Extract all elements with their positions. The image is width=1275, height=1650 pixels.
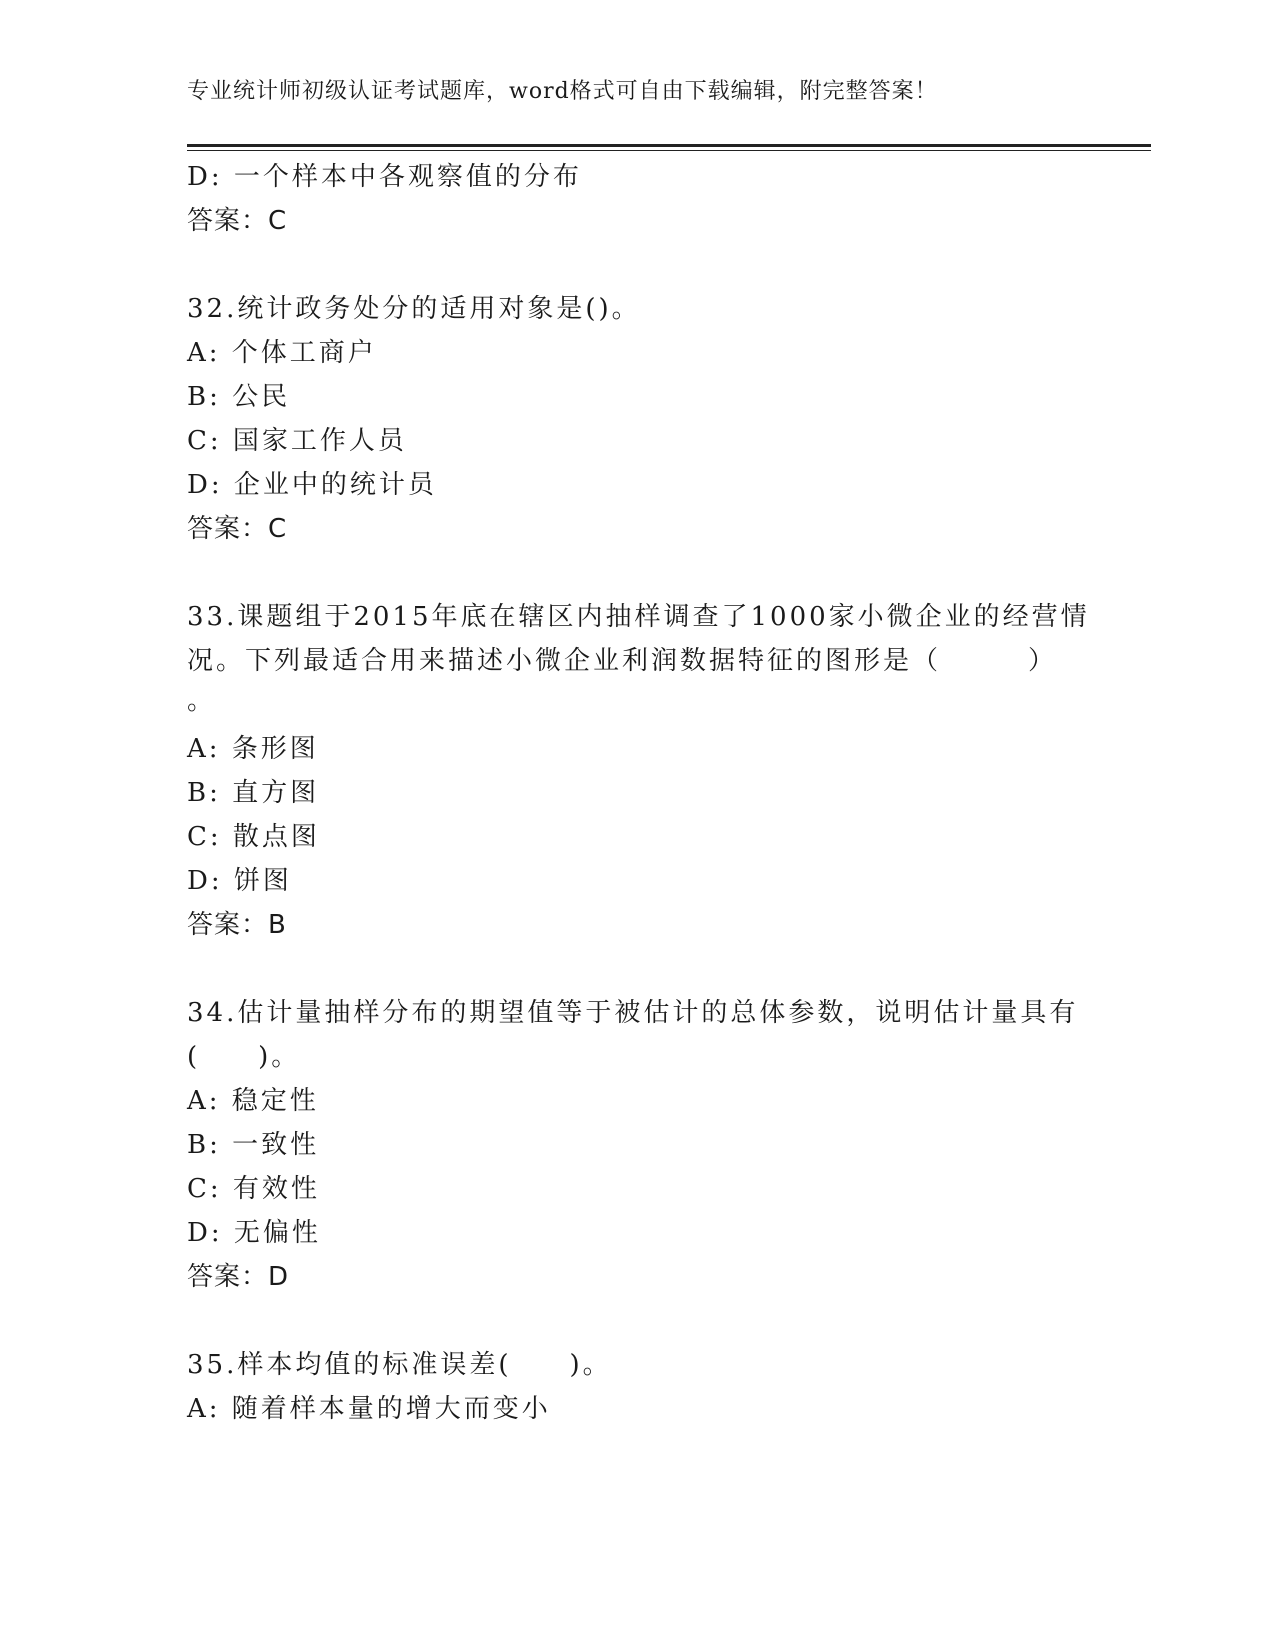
q34-option-a: A: 稳定性 xyxy=(187,1086,319,1116)
q32-option-d: D: 企业中的统计员 xyxy=(187,470,437,500)
q34-answer: 答案：D xyxy=(187,1262,290,1292)
page-header: 专业统计师初级认证考试题库，word格式可自由下载编辑，附完整答案！ xyxy=(187,79,938,104)
q33-option-d: D: 饼图 xyxy=(187,866,292,896)
q34-option-b: B: 一致性 xyxy=(187,1130,320,1160)
q31-option-d: D: 一个样本中各观察值的分布 xyxy=(187,162,582,192)
q33-option-b: B: 直方图 xyxy=(187,778,320,808)
q33-answer: 答案：B xyxy=(187,910,287,940)
q33-stem-line-2: 况。下列最适合用来描述小微企业利润数据特征的图形是（ ） xyxy=(187,646,1058,676)
q31-answer: 答案：C xyxy=(187,206,288,236)
q33-stem-line-3: 。 xyxy=(187,686,217,716)
q35-option-a: A: 随着样本量的增大而变小 xyxy=(187,1394,551,1424)
q32-option-b: B: 公民 xyxy=(187,382,291,412)
q32-answer: 答案：C xyxy=(187,514,288,544)
q34-stem-line-1: 34.估计量抽样分布的期望值等于被估计的总体参数，说明估计量具有 xyxy=(187,998,1079,1028)
q33-option-c: C: 散点图 xyxy=(187,822,320,852)
q32-option-c: C: 国家工作人员 xyxy=(187,426,407,456)
q34-option-c: C: 有效性 xyxy=(187,1174,320,1204)
q33-option-a: A: 条形图 xyxy=(187,734,319,764)
header-rule-thin xyxy=(187,150,1151,151)
q34-stem-line-2: ( )。 xyxy=(187,1042,301,1072)
q35-stem: 35.样本均值的标准误差( )。 xyxy=(187,1350,612,1380)
q32-option-a: A: 个体工商户 xyxy=(187,338,377,368)
q32-stem: 32.统计政务处分的适用对象是()。 xyxy=(187,294,641,324)
header-rule-thick xyxy=(187,144,1151,147)
q33-stem-line-1: 33.课题组于2015年底在辖区内抽样调查了1000家小微企业的经营情 xyxy=(187,602,1090,632)
q34-option-d: D: 无偏性 xyxy=(187,1218,321,1248)
